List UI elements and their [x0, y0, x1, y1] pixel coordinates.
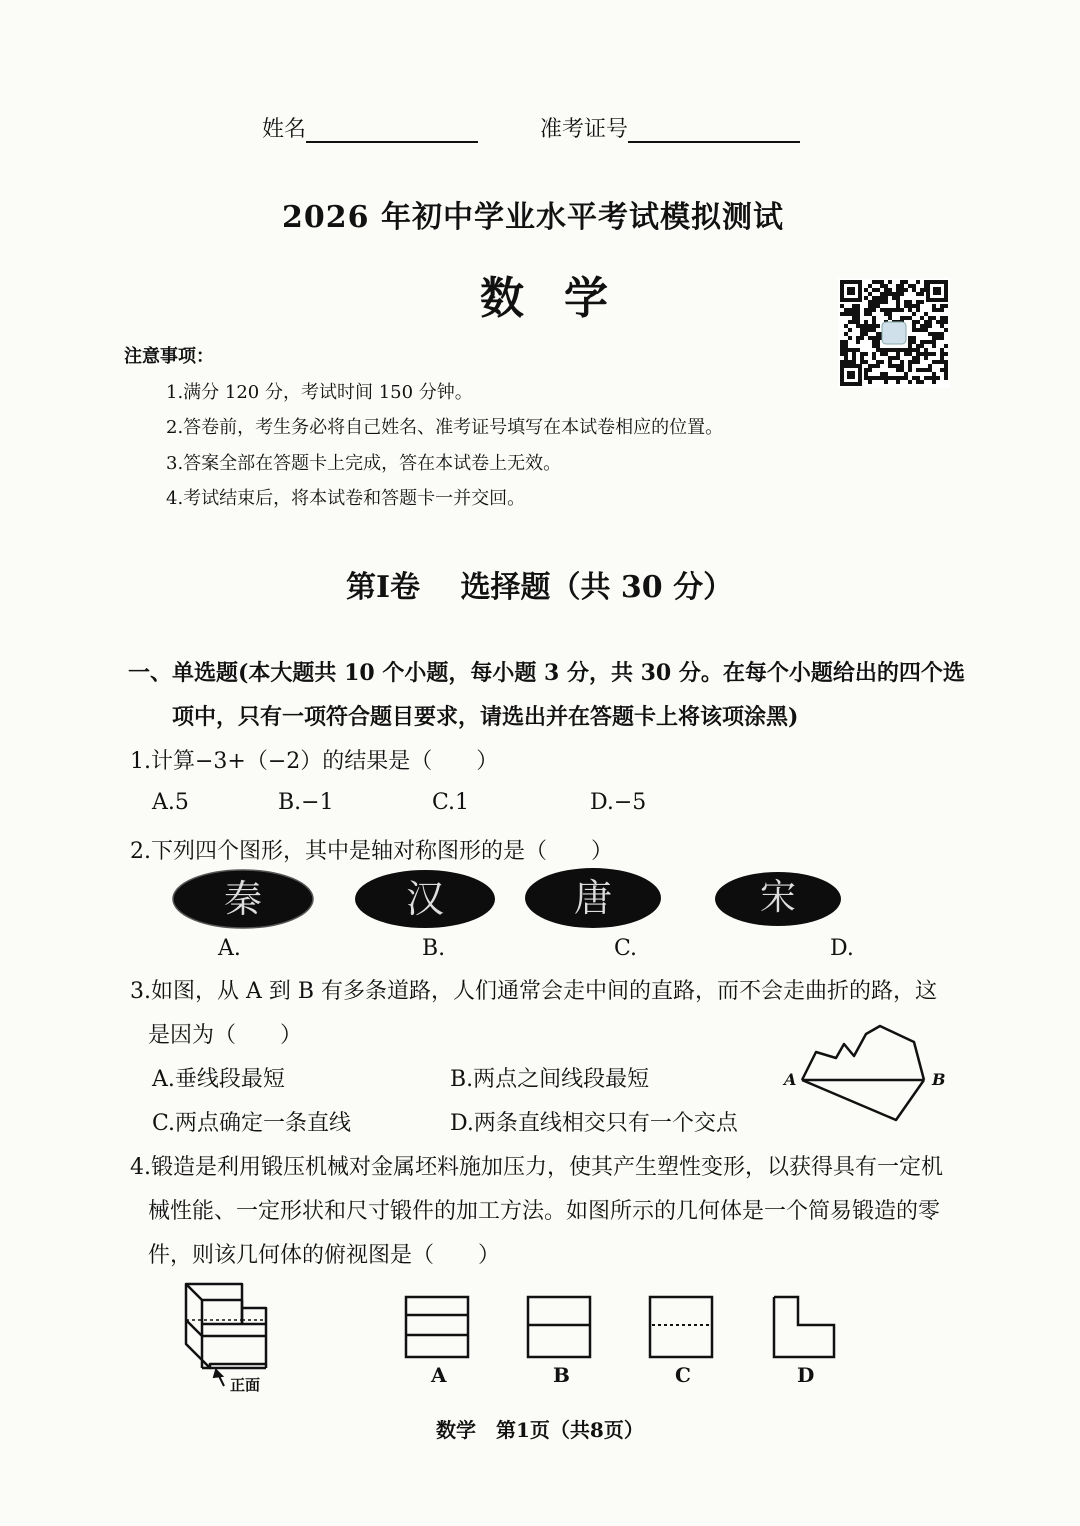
qr-code-icon [838, 278, 950, 388]
question-4-option-c-label: C [675, 1363, 691, 1387]
seal-glyph: 唐 [573, 876, 612, 920]
name-blank[interactable] [306, 115, 478, 143]
question-4-option-d-label: D [797, 1363, 815, 1387]
page-footer: 数学 第1页（共8页） [436, 1418, 644, 1442]
forged-part-3d-figure [180, 1280, 276, 1390]
question-4-stem-line2: 械性能、一定形状和尺寸锻件的加工方法。如图所示的几何体是一个简易锻造的零 [148, 1199, 941, 1224]
notice-item: 3.答案全部在答题卡上完成，答在本试卷上无效。 [166, 453, 562, 474]
question-4-option-a-label: A [431, 1363, 447, 1387]
point-a-label: A [784, 1070, 797, 1089]
seal-glyph: 汉 [405, 877, 444, 921]
section-title: 第Ⅰ卷 选择题（共 30 分） [346, 570, 734, 605]
question-1-stem: 1.计算−3+（−2）的结果是（ ） [130, 749, 499, 774]
point-b-label: B [932, 1070, 946, 1089]
exam-id-field [540, 112, 800, 143]
question-2-option-c-label: C. [614, 936, 638, 961]
question-3-stem-line2: 是因为（ ） [148, 1023, 303, 1048]
notice-item: 2.答卷前，考生务必将自己姓名、准考证号填写在本试卷相应的位置。 [166, 417, 724, 438]
question-4-stem-line1: 4.锻造是利用锻压机械对金属坯料施加压力，使其产生塑性变形，以获得具有一定机 [130, 1155, 943, 1180]
name-field [262, 112, 478, 143]
question-1-option-b[interactable]: B.−1 [278, 790, 334, 815]
question-3-option-d[interactable]: D.两条直线相交只有一个交点 [450, 1111, 738, 1136]
question-1-option-c[interactable]: C.1 [432, 790, 470, 815]
subject-title: 数学 [480, 273, 648, 324]
notice-item: 1.满分 120 分，考试时间 150 分钟。 [166, 382, 473, 403]
notice-item: 4.考试结束后，将本试卷和答题卡一并交回。 [166, 488, 526, 509]
question-2-option-b-image[interactable] [354, 868, 496, 930]
question-2-option-d-image[interactable] [714, 870, 842, 928]
question-2-option-b-label: B. [422, 936, 446, 961]
part-one-heading-line1: 一、单选题(本大题共 10 个小题，每小题 3 分，共 30 分。在每个小题给出的四个选 [128, 660, 965, 686]
question-2-option-d-label: D. [830, 936, 854, 961]
name-label: 姓名 [262, 117, 307, 142]
question-2-option-a-label: A. [218, 936, 241, 961]
seal-glyph: 宋 [759, 877, 796, 918]
part-one-heading-line2: 项中，只有一项符合题目要求，请选出并在答题卡上将该项涂黑) [172, 704, 799, 730]
question-2-option-a-image[interactable] [172, 868, 314, 930]
question-3-option-a[interactable]: A.垂线段最短 [152, 1067, 285, 1092]
question-3-path-diagram [784, 1022, 954, 1126]
front-view-label: 正面 [230, 1376, 261, 1394]
notice-heading: 注意事项： [124, 346, 214, 367]
question-1-option-d[interactable]: D.−5 [590, 790, 647, 815]
exam-title: 2026 年初中学业水平考试模拟测试 [282, 200, 784, 235]
question-2-stem: 2.下列四个图形，其中是轴对称图形的是（ ） [130, 839, 613, 864]
question-4-option-a-view[interactable] [404, 1295, 470, 1359]
question-4-option-d-view[interactable] [772, 1295, 836, 1359]
question-4-option-c-view[interactable] [648, 1295, 714, 1359]
question-3-option-c[interactable]: C.两点确定一条直线 [152, 1111, 352, 1136]
exam-id-blank[interactable] [628, 115, 800, 143]
exam-id-label: 准考证号 [540, 117, 629, 142]
question-4-option-b-view[interactable] [526, 1295, 592, 1359]
question-1-option-a[interactable]: A.5 [152, 790, 189, 815]
question-3-stem-line1: 3.如图，从 A 到 B 有多条道路，人们通常会走中间的直路，而不会走曲折的路，这 [130, 979, 938, 1004]
question-3-option-b[interactable]: B.两点之间线段最短 [450, 1067, 650, 1092]
question-4-option-b-label: B [553, 1363, 570, 1387]
question-4-stem-line3: 件，则该几何体的俯视图是（ ） [148, 1243, 501, 1268]
seal-glyph: 秦 [223, 877, 262, 921]
question-2-option-c-image[interactable] [524, 866, 662, 930]
